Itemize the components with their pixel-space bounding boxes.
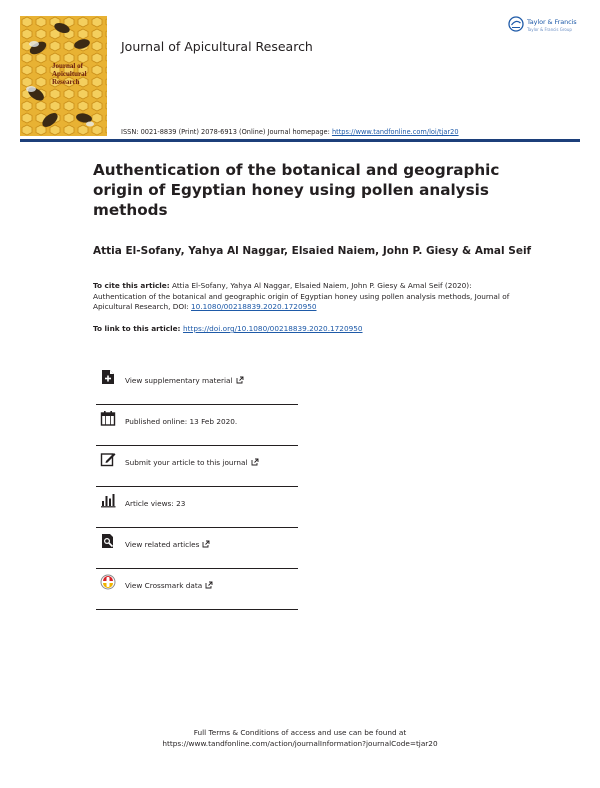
article-action-list (96, 364, 298, 610)
calendar-icon (100, 410, 116, 426)
article-link-label: To link to this article: (93, 324, 184, 333)
citation-doi-link[interactable]: 10.1080/00218839.2020.1720950 (191, 302, 317, 311)
published-online-row (96, 405, 298, 446)
header-divider (20, 139, 580, 142)
citation-label: To cite this article: (93, 281, 170, 290)
bar-chart-icon (100, 492, 116, 508)
terms-footer (0, 727, 600, 749)
article-authors: Attia El-Sofany, Yahya Al Naggar, Elsaied Naiem, John P. Giesy & Amal Seif (93, 245, 532, 257)
crossmark-icon (100, 574, 116, 590)
supplementary-plus-icon (100, 369, 116, 385)
journal-homepage-link[interactable]: https://www.tandfonline.com/loi/tjar20 (331, 128, 459, 136)
issn-text: ISSN: 0021-8839 (Print) 2078-6913 (Online) Journal homepage: (121, 128, 332, 136)
external-link-icon (202, 540, 210, 548)
article-views-row (96, 487, 298, 528)
issn-line (121, 128, 459, 136)
article-title: Authentication of the botanical and geographic origin of Egyptian honey using pollen analysis methods (93, 161, 500, 219)
publisher-logo-icon (508, 16, 524, 32)
journal-cover-image (20, 16, 107, 136)
external-link-icon (205, 581, 213, 589)
submit-article-row[interactable] (96, 446, 298, 487)
cover-title-text: Journal of Apicultural Research (52, 62, 87, 86)
citation-block (93, 281, 513, 313)
publisher-name: Taylor & Francis (527, 18, 577, 26)
citation-text: Attia El-Sofany, Yahya Al Naggar, Elsaied Naiem, John P. Giesy & Amal Seif (2020): Authentication of the botanical and geographic origin of Egyptian honey using pollen analysis methods, Journal of Apicultural Research, DOI: (93, 281, 510, 311)
crossmark-row[interactable] (96, 569, 298, 610)
search-document-icon (100, 533, 116, 549)
journal-title: Journal of Apicultural Research (121, 39, 313, 54)
view-supplementary-row[interactable] (96, 364, 298, 405)
publisher-tagline: Taylor & Francis Group (527, 27, 572, 32)
external-link-icon (236, 376, 244, 384)
submit-article-label: Submit your article to this journal (125, 458, 248, 467)
edit-pencil-icon (100, 451, 116, 467)
external-link-icon (251, 458, 259, 466)
view-supplementary-label: View supplementary material (125, 376, 233, 385)
article-link-block (93, 324, 363, 333)
published-online-label: Published online: 13 Feb 2020. (125, 417, 238, 426)
terms-text: Full Terms & Conditions of access and use can be found at (193, 728, 407, 737)
related-articles-label: View related articles (125, 540, 200, 549)
crossmark-label: View Crossmark data (125, 581, 203, 590)
related-articles-row[interactable] (96, 528, 298, 569)
article-doi-url-link[interactable]: https://doi.org/10.1080/00218839.2020.1720950 (183, 324, 363, 333)
article-views-label: Article views: 23 (125, 499, 186, 508)
journal-info-url[interactable]: https://www.tandfonline.com/action/journalInformation?journalCode=tjar20 (162, 739, 438, 748)
publisher-logo (508, 16, 586, 38)
